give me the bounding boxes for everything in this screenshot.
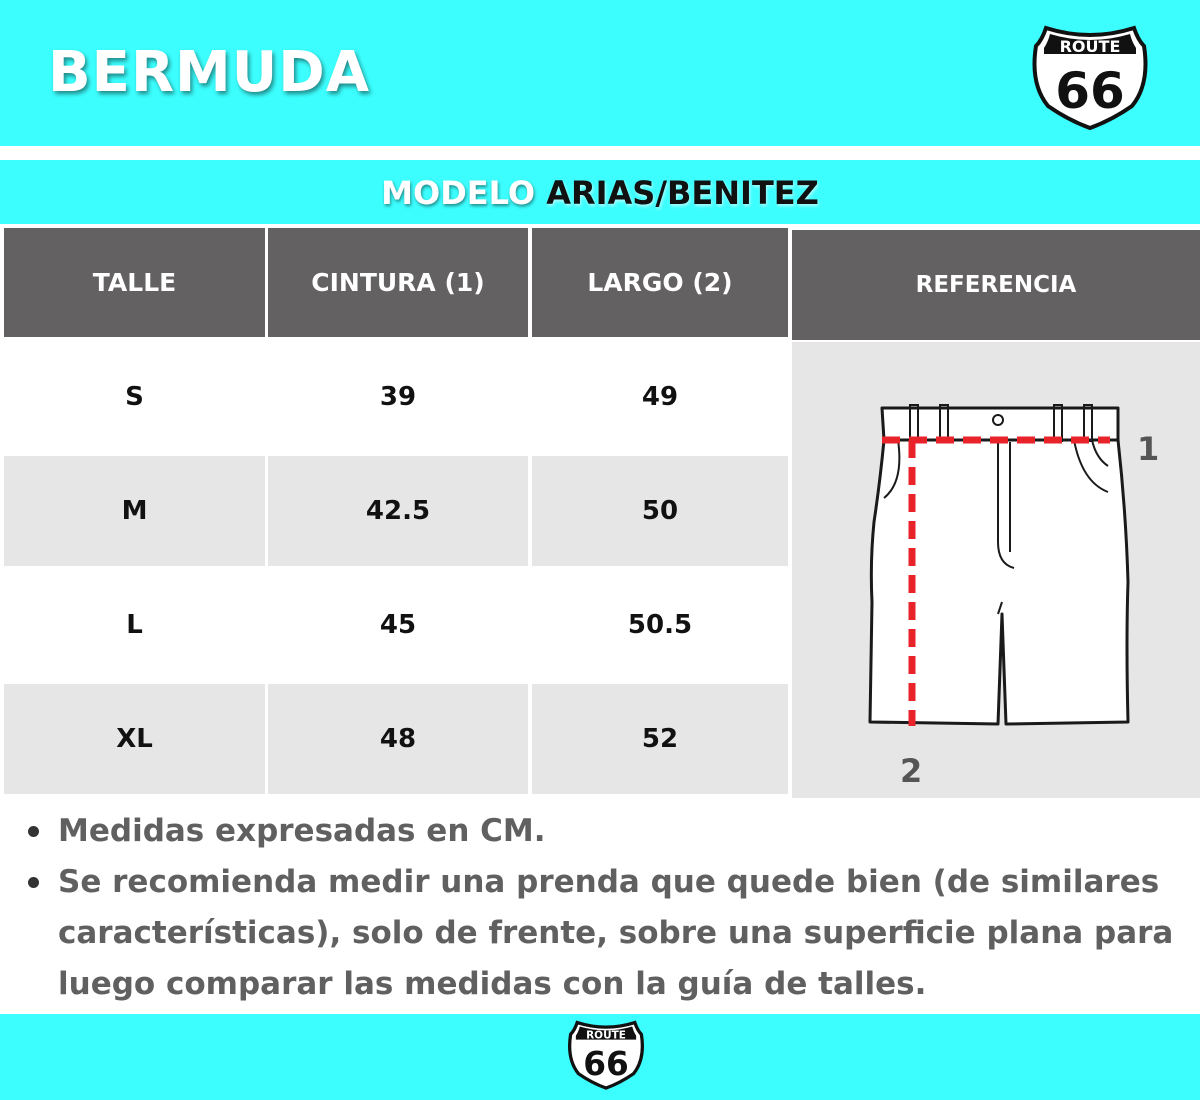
table-cell: M bbox=[4, 456, 265, 566]
column-header-talle: TALLE bbox=[4, 228, 265, 337]
model-bar bbox=[0, 160, 1200, 224]
column-header-cintura: CINTURA (1) bbox=[268, 228, 528, 337]
list-item: Medidas expresadas en CM. bbox=[22, 806, 1182, 857]
page-title: BERMUDA bbox=[48, 40, 371, 105]
logo-route-text: ROUTE bbox=[1059, 37, 1121, 56]
table-cell: S bbox=[125, 382, 144, 412]
table-cell: 52 bbox=[532, 684, 788, 794]
table-cell: 49 bbox=[641, 382, 679, 412]
table-cell: 45 bbox=[379, 610, 417, 640]
list-item: Se recomienda medir una prenda que quede bien (de similares características), solo de frente, sobre una superficie plana para luego comparar las medidas con la guía de talles. bbox=[22, 857, 1182, 1010]
table-cell: 42.5 bbox=[268, 456, 528, 566]
footer-logo-route-text: ROUTE bbox=[586, 1029, 626, 1042]
table-cell: 48 bbox=[268, 684, 528, 794]
footer-logo-number-text: 66 bbox=[583, 1044, 629, 1083]
reference-header: REFERENCIA bbox=[792, 230, 1200, 340]
shorts-diagram-icon bbox=[792, 342, 1200, 798]
measure-label-2: 2 bbox=[900, 752, 923, 790]
route66-logo bbox=[1032, 22, 1148, 130]
table-cell: 50 bbox=[532, 456, 788, 566]
notes-list bbox=[22, 806, 1182, 1010]
table-cell: L bbox=[126, 610, 143, 640]
logo-number-text: 66 bbox=[1055, 62, 1125, 120]
table-cell: 50.5 bbox=[627, 610, 693, 640]
model-name: ARIAS/BENITEZ bbox=[546, 174, 819, 212]
table-cell: XL bbox=[4, 684, 265, 794]
route66-footer-logo bbox=[568, 1018, 644, 1090]
table-cell: 39 bbox=[379, 382, 417, 412]
reference-panel bbox=[792, 342, 1200, 798]
measure-label-1: 1 bbox=[1137, 430, 1160, 468]
model-label: MODELO bbox=[381, 174, 536, 212]
column-header-largo: LARGO (2) bbox=[532, 228, 788, 337]
